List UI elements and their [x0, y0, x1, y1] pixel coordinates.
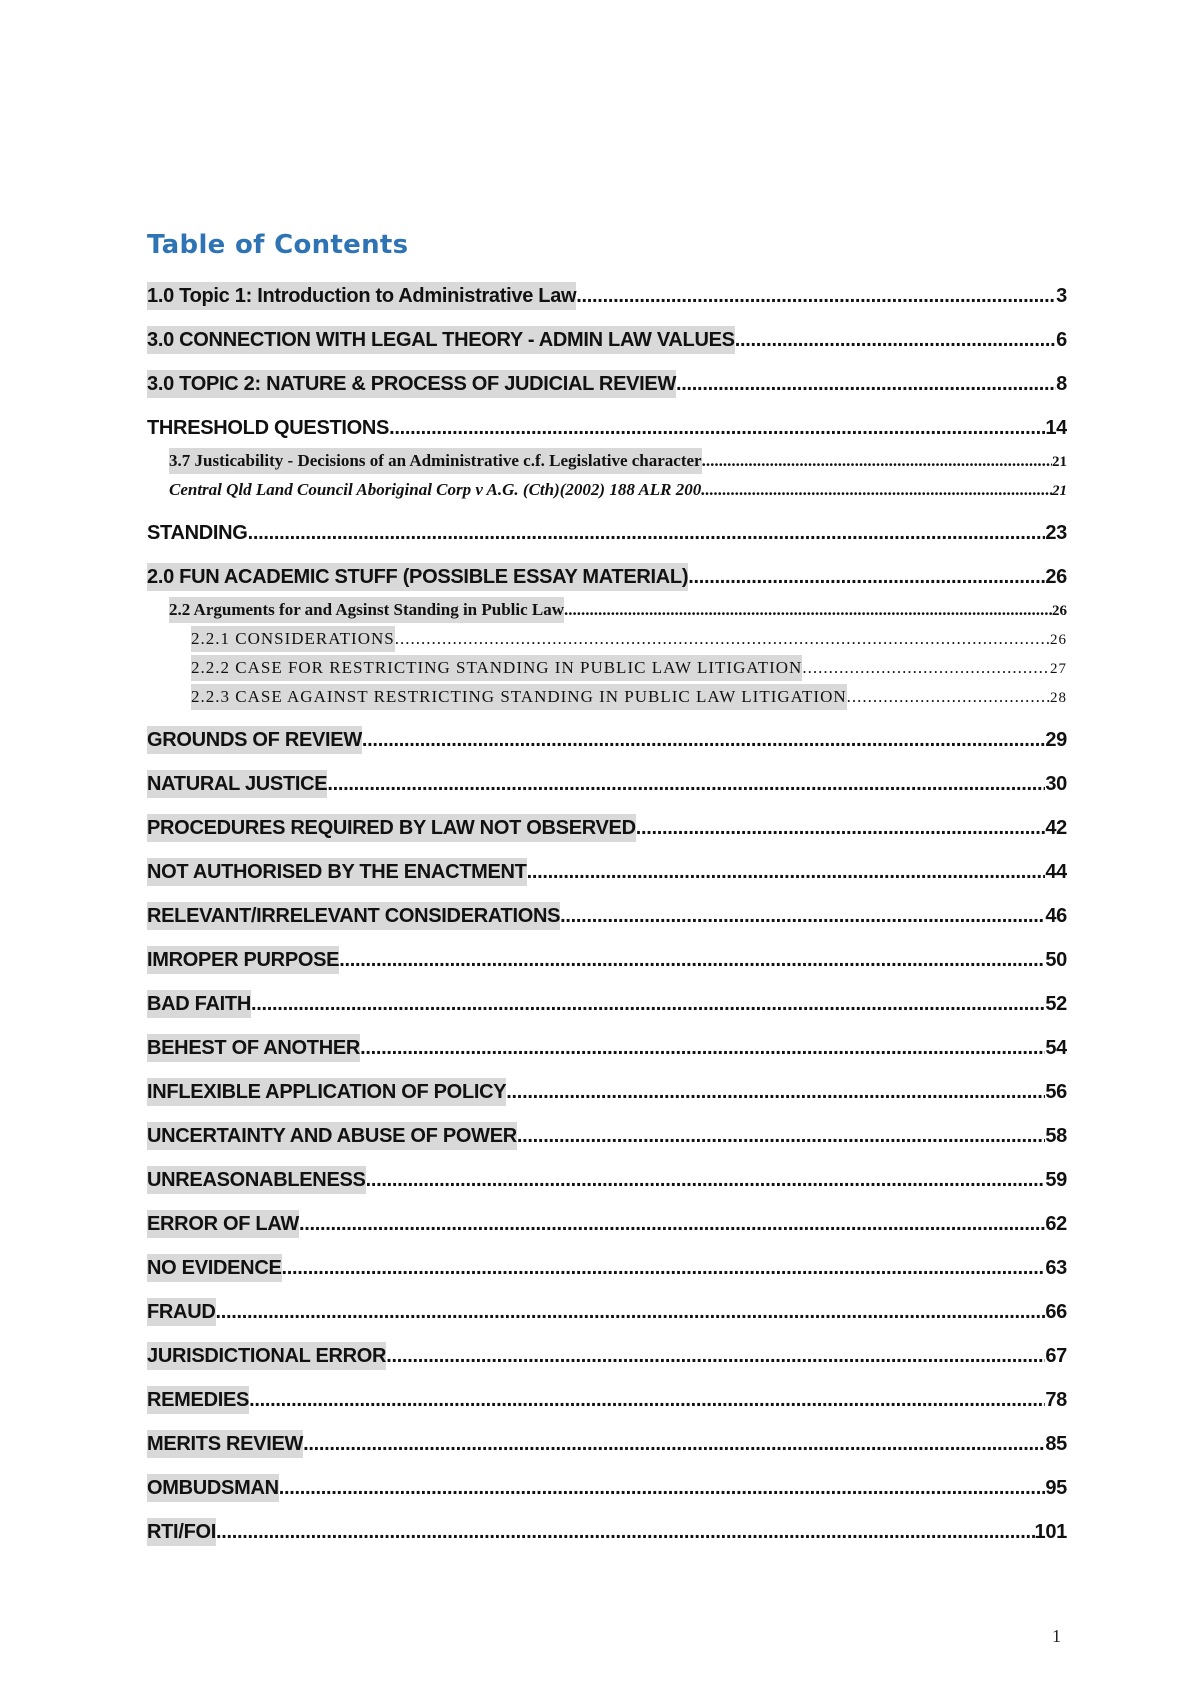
- toc-entry-page: 14: [1045, 417, 1067, 439]
- dot-leader: [676, 370, 1056, 398]
- toc-entry-page: 50: [1045, 949, 1067, 971]
- dot-leader: [362, 726, 1045, 754]
- dot-leader: [564, 597, 1052, 623]
- toc-entry-text: RELEVANT/IRRELEVANT CONSIDERATIONS: [147, 902, 560, 930]
- toc-entry-page: 54: [1045, 1037, 1067, 1059]
- toc-entry-text: 1.0 Topic 1: Introduction to Administrative Law: [147, 282, 576, 310]
- toc-entry[interactable]: [147, 990, 1067, 1018]
- toc-entry-text: THRESHOLD QUESTIONS: [147, 417, 390, 439]
- toc-entry-text: MERITS REVIEW: [147, 1430, 303, 1458]
- toc-entry-page: 30: [1045, 773, 1067, 795]
- toc-entry-text: 3.0 CONNECTION WITH LEGAL THEORY - ADMIN LAW VALUES: [147, 326, 735, 354]
- dot-leader: [802, 655, 1050, 681]
- toc-entry-page: 46: [1045, 905, 1067, 927]
- dot-leader: [339, 946, 1045, 974]
- dot-leader: [282, 1254, 1046, 1282]
- dot-leader: [517, 1122, 1045, 1150]
- toc-entry[interactable]: [147, 1298, 1067, 1326]
- toc-entry-page: 67: [1045, 1345, 1067, 1367]
- toc-entry[interactable]: [147, 1254, 1067, 1282]
- toc-entry[interactable]: [147, 1034, 1067, 1062]
- toc-entry[interactable]: [147, 946, 1067, 974]
- dot-leader: [389, 414, 1045, 442]
- toc-entry-text: GROUNDS OF REVIEW: [147, 726, 362, 754]
- toc-entry-page: 42: [1045, 817, 1067, 839]
- toc-entry-text: UNCERTAINTY AND ABUSE OF POWER: [147, 1122, 517, 1150]
- dot-leader: [216, 1518, 1035, 1546]
- toc-entry[interactable]: [147, 1210, 1067, 1238]
- toc-subsubentry[interactable]: [191, 655, 1067, 681]
- toc-entry[interactable]: [147, 1078, 1067, 1106]
- toc-entry-page: 28: [1050, 690, 1067, 706]
- toc-entry[interactable]: [147, 1342, 1067, 1370]
- toc-entry-text: PROCEDURES REQUIRED BY LAW NOT OBSERVED: [147, 814, 636, 842]
- toc-entry-page: 26: [1045, 566, 1067, 588]
- toc-entry[interactable]: [147, 1474, 1067, 1502]
- toc-entry-page: 44: [1045, 861, 1067, 883]
- dot-leader: [395, 626, 1050, 652]
- toc-entry-text: NATURAL JUSTICE: [147, 770, 327, 798]
- toc-entry-text: JURISDICTIONAL ERROR: [147, 1342, 386, 1370]
- toc-entry-text: STANDING: [147, 522, 248, 544]
- toc-subentry[interactable]: [169, 477, 1067, 503]
- toc-entry[interactable]: [147, 563, 1067, 591]
- dot-leader: [216, 1298, 1046, 1326]
- dot-leader: [688, 563, 1045, 591]
- dot-leader: [279, 1474, 1046, 1502]
- toc-entry[interactable]: [147, 814, 1067, 842]
- toc-entry[interactable]: [147, 726, 1067, 754]
- toc-entry-text: NOT AUTHORISED BY THE ENACTMENT: [147, 858, 527, 886]
- toc-entry-text: ERROR OF LAW: [147, 1210, 299, 1238]
- dot-leader: [303, 1430, 1045, 1458]
- toc-entry-page: 6: [1056, 329, 1067, 351]
- toc-entry-page: 62: [1045, 1213, 1067, 1235]
- toc-entry-page: 26: [1050, 632, 1067, 648]
- toc-entry-page: 29: [1045, 729, 1067, 751]
- toc-entry[interactable]: [147, 1518, 1067, 1546]
- toc-entry-text: RTI/FOI: [147, 1518, 216, 1546]
- toc-entry-text: OMBUDSMAN: [147, 1474, 279, 1502]
- toc-entry-page: 3: [1056, 285, 1067, 307]
- dot-leader: [701, 477, 1052, 503]
- toc-entry-page: 63: [1045, 1257, 1067, 1279]
- dot-leader: [847, 684, 1050, 710]
- toc-entry-text: BEHEST OF ANOTHER: [147, 1034, 360, 1062]
- dot-leader: [527, 858, 1046, 886]
- toc-entry-text: 2.2.3 CASE AGAINST RESTRICTING STANDING IN PUBLIC LAW LITIGATION: [191, 684, 847, 710]
- toc-title: Table of Contents: [147, 230, 409, 260]
- toc-entry-page: 27: [1050, 661, 1067, 677]
- dot-leader: [576, 282, 1056, 310]
- toc-entry[interactable]: [147, 282, 1067, 310]
- toc-entry-text: FRAUD: [147, 1298, 216, 1326]
- dot-leader: [636, 814, 1046, 842]
- toc-entry-page: 58: [1045, 1125, 1067, 1147]
- toc-entry-page: 56: [1045, 1081, 1067, 1103]
- toc-entry-text: 2.2 Arguments for and Agsinst Standing in Public Law: [169, 597, 564, 623]
- toc-entry-page: 85: [1045, 1433, 1067, 1455]
- dot-leader: [327, 770, 1045, 798]
- dot-leader: [251, 990, 1045, 1018]
- toc-entry[interactable]: [147, 858, 1067, 886]
- toc-entry-text: 2.2.2 CASE FOR RESTRICTING STANDING IN PUBLIC LAW LITIGATION: [191, 655, 802, 681]
- toc-entry-text: INFLEXIBLE APPLICATION OF POLICY: [147, 1078, 506, 1106]
- toc-entry-text: 2.2.1 CONSIDERATIONS: [191, 626, 395, 652]
- toc-entry[interactable]: [147, 519, 1067, 547]
- document-page: [147, 0, 1067, 1698]
- toc-list: [147, 282, 1067, 1562]
- toc-subsubentry[interactable]: [191, 626, 1067, 652]
- page-number: 1: [1052, 1626, 1061, 1646]
- toc-entry-text: Central Qld Land Council Aboriginal Corp v A.G. (Cth)(2002) 188 ALR 200: [169, 480, 702, 499]
- toc-entry-page: 26: [1052, 603, 1067, 619]
- toc-entry-text: 3.0 TOPIC 2: NATURE & PROCESS OF JUDICIAL REVIEW: [147, 370, 676, 398]
- toc-entry-page: 21: [1052, 454, 1067, 470]
- toc-entry[interactable]: [147, 1386, 1067, 1414]
- toc-entry-page: 21: [1052, 483, 1067, 499]
- toc-entry[interactable]: [147, 370, 1067, 398]
- toc-entry-text: IMROPER PURPOSE: [147, 946, 339, 974]
- dot-leader: [249, 1386, 1045, 1414]
- toc-subsubentry[interactable]: [191, 684, 1067, 710]
- toc-entry-text: NO EVIDENCE: [147, 1254, 282, 1282]
- toc-entry[interactable]: [147, 1122, 1067, 1150]
- toc-entry-text: 2.0 FUN ACADEMIC STUFF (POSSIBLE ESSAY MATERIAL): [147, 563, 688, 591]
- toc-entry-page: 78: [1045, 1389, 1067, 1411]
- toc-entry-text: 3.7 Justicability - Decisions of an Administrative c.f. Legislative character: [169, 448, 702, 474]
- dot-leader: [386, 1342, 1045, 1370]
- toc-entry-page: 52: [1045, 993, 1067, 1015]
- toc-entry-page: 66: [1045, 1301, 1067, 1323]
- toc-entry[interactable]: [147, 902, 1067, 930]
- toc-subentry[interactable]: [169, 597, 1067, 623]
- toc-entry-page: 23: [1045, 522, 1067, 544]
- toc-entry[interactable]: [147, 770, 1067, 798]
- dot-leader: [702, 448, 1052, 474]
- dot-leader: [248, 519, 1046, 547]
- dot-leader: [560, 902, 1045, 930]
- toc-subentry[interactable]: [169, 448, 1067, 474]
- toc-entry-text: BAD FAITH: [147, 990, 251, 1018]
- toc-entry[interactable]: [147, 1430, 1067, 1458]
- toc-entry-text: UNREASONABLENESS: [147, 1166, 366, 1194]
- toc-entry[interactable]: [147, 1166, 1067, 1194]
- toc-entry[interactable]: [147, 326, 1067, 354]
- dot-leader: [299, 1210, 1045, 1238]
- dot-leader: [735, 326, 1056, 354]
- toc-entry-page: 101: [1034, 1521, 1067, 1543]
- toc-entry-page: 8: [1056, 373, 1067, 395]
- dot-leader: [506, 1078, 1045, 1106]
- dot-leader: [366, 1166, 1046, 1194]
- toc-entry-text: REMEDIES: [147, 1386, 249, 1414]
- toc-entry-page: 59: [1045, 1169, 1067, 1191]
- toc-entry[interactable]: [147, 414, 1067, 442]
- dot-leader: [360, 1034, 1045, 1062]
- toc-entry-page: 95: [1045, 1477, 1067, 1499]
